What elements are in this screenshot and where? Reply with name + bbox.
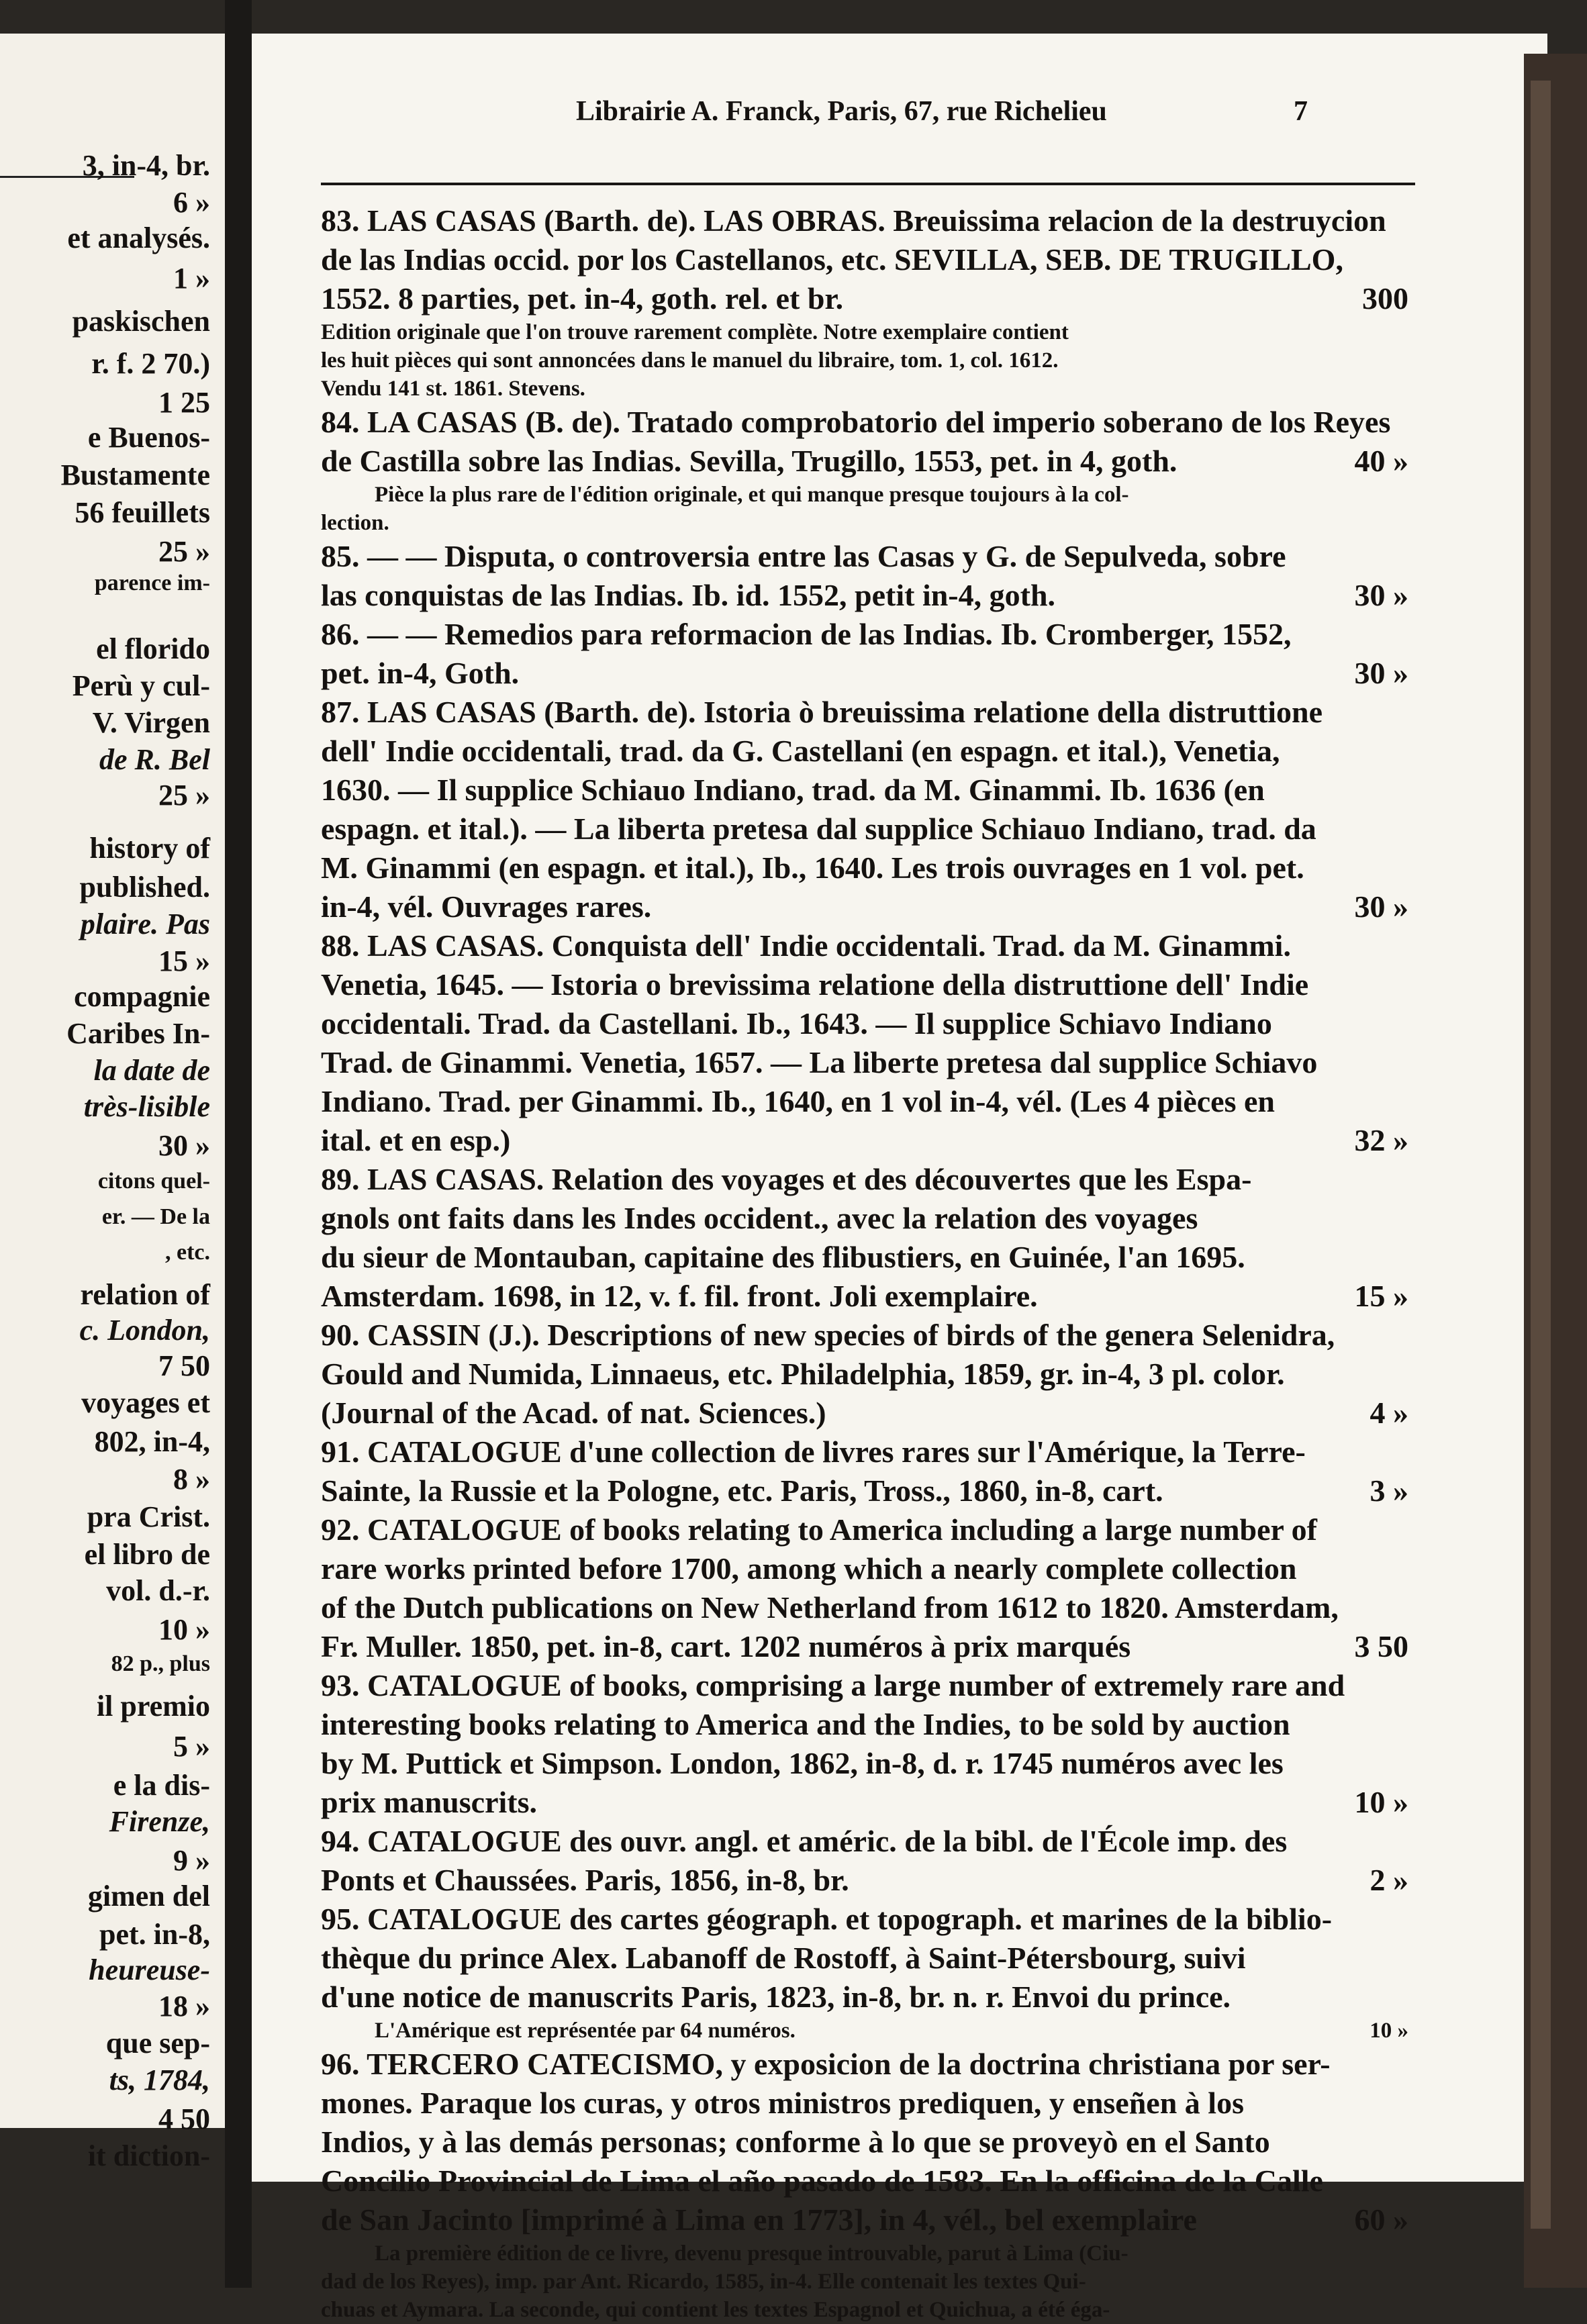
left-page-line: pra Crist. <box>87 1500 210 1533</box>
catalogue-entry <box>321 1160 1415 1316</box>
left-page-line: vol. d.-r. <box>106 1574 210 1607</box>
left-page-line: paskischen <box>72 305 210 338</box>
entry-text: 87. LAS CASAS (Barth. de). Istoria ò breuissima relatione della distruttione <box>321 695 1323 729</box>
entry-text: du sieur de Montauban, capitaine des flibustiers, en Guinée, l'an 1695. <box>321 1240 1245 1274</box>
entry-note-line <box>321 346 1415 375</box>
left-page-line: 10 » <box>158 1613 210 1646</box>
entry-text: Indios, y à las demás personas; conforme à lo que se proveyò en el Santo <box>321 2125 1270 2159</box>
entry-line <box>321 732 1415 771</box>
entry-text: 85. — — Disputa, o controversia entre las Casas y G. de Sepulveda, sobre <box>321 539 1286 573</box>
catalogue-entry <box>321 693 1415 926</box>
left-page-line: Caribes In- <box>66 1017 210 1050</box>
catalogue-entries <box>321 201 1415 2324</box>
entry-line <box>321 1355 1415 1394</box>
catalogue-entry <box>321 201 1415 403</box>
entry-note-line <box>321 375 1415 403</box>
left-page-line: compagnie <box>74 980 210 1013</box>
entry-price: 40 » <box>1354 444 1408 478</box>
entry-text: Ponts et Chaussées. Paris, 1856, in-8, br. <box>321 1863 849 1897</box>
entry-text: de las Indias occid. por los Castellanos, etc. SEVILLA, SEB. DE TRUGILLO, <box>321 242 1343 277</box>
left-page-line: voyages et <box>81 1386 210 1419</box>
entry-line <box>321 442 1415 481</box>
entry-text: de Castilla sobre las Indias. Sevilla, Trugillo, 1553, pet. in 4, goth. <box>321 444 1177 478</box>
header-rule <box>321 183 1415 185</box>
entry-line <box>321 1238 1415 1277</box>
left-page-line: heureuse- <box>89 1953 210 1986</box>
left-page-line: il premio <box>96 1690 210 1723</box>
catalogue-entry <box>321 1900 1415 2045</box>
entry-text: pet. in-4, Goth. <box>321 656 520 690</box>
left-page-line: el libro de <box>84 1538 210 1571</box>
left-page-line: de R. Bel <box>99 743 210 776</box>
entry-line <box>321 965 1415 1004</box>
catalogue-entry <box>321 1316 1415 1433</box>
left-page-line: Bustamente <box>60 458 210 491</box>
left-page-line: citons quel- <box>97 1169 210 1194</box>
entry-line <box>321 1277 1415 1316</box>
entry-price: 4 » <box>1369 1396 1408 1430</box>
entry-text: 95. CATALOGUE des cartes géograph. et topograph. et marines de la biblio- <box>321 1902 1333 1936</box>
entry-line <box>321 1900 1415 1939</box>
left-page-line: , etc. <box>164 1240 210 1265</box>
entry-line <box>321 1004 1415 1043</box>
entry-line <box>321 1861 1415 1900</box>
left-page-line: Perù y cul- <box>72 669 210 702</box>
entry-price: 15 » <box>1354 1279 1408 1313</box>
entry-text: 86. — — Remedios para reformacion de las Indias. Ib. Cromberger, 1552, <box>321 617 1292 651</box>
left-page-line: e Buenos- <box>87 421 210 454</box>
entry-line <box>321 2084 1415 2123</box>
entry-line <box>321 887 1415 926</box>
catalogue-entry <box>321 2045 1415 2324</box>
entry-line <box>321 810 1415 849</box>
left-page-line: c. London, <box>79 1314 210 1347</box>
catalogue-entry <box>321 537 1415 615</box>
left-page-line: e la dis- <box>113 1769 210 1802</box>
entry-line <box>321 403 1415 442</box>
entry-text: gnols ont faits dans les Indes occident., avec la relation des voyages <box>321 1201 1198 1235</box>
entry-price: 30 » <box>1354 578 1408 612</box>
left-page-line: 6 » <box>173 186 210 219</box>
entry-line <box>321 771 1415 810</box>
entry-text: las conquistas de las Indias. Ib. id. 1552, petit in-4, goth. <box>321 578 1056 612</box>
left-page-line: que sep- <box>105 2027 210 2060</box>
left-page-line: 56 feuillets <box>75 496 210 529</box>
entry-text: 90. CASSIN (J.). Descriptions of new species of birds of the genera Selenidra, <box>321 1318 1335 1352</box>
left-page-line: 7 50 <box>158 1349 210 1382</box>
entry-text: ital. et en esp.) <box>321 1123 511 1157</box>
entry-text: Fr. Muller. 1850, pet. in-8, cart. 1202 numéros à prix marqués <box>321 1629 1131 1663</box>
entry-text: occidentali. Trad. da Castellani. Ib., 1643. — Il supplice Schiavo Indiano <box>321 1006 1272 1040</box>
left-page-line: 9 » <box>173 1844 210 1877</box>
entry-line <box>321 279 1415 318</box>
entry-text: les huit pièces qui sont annoncées dans le manuel du libraire, tom. 1, col. 1612. <box>321 348 1059 373</box>
book-gutter <box>225 0 252 2288</box>
entry-line <box>321 1394 1415 1433</box>
entry-price: 3 » <box>1369 1473 1408 1508</box>
catalogue-entry <box>321 1510 1415 1666</box>
entry-line <box>321 2200 1415 2239</box>
entry-line <box>321 1433 1415 1471</box>
left-page-line: el florido <box>96 632 210 665</box>
entry-text: 1552. 8 parties, pet. in-4, goth. rel. et br. <box>321 281 844 316</box>
entry-line <box>321 2162 1415 2200</box>
entry-text: 88. LAS CASAS. Conquista dell' Indie occidentali. Trad. da M. Ginammi. <box>321 928 1291 963</box>
entry-text: 94. CATALOGUE des ouvr. angl. et améric. de la bibl. de l'École imp. des <box>321 1824 1288 1858</box>
entry-line <box>321 1822 1415 1861</box>
entry-line <box>321 2123 1415 2162</box>
entry-line <box>321 1199 1415 1238</box>
entry-line <box>321 1588 1415 1627</box>
entry-text: La première édition de ce livre, devenu presque introuvable, parut à Lima (Ciu- <box>375 2241 1128 2266</box>
entry-line <box>321 2045 1415 2084</box>
left-page-line: ts, 1784, <box>109 2064 210 2096</box>
entry-text: thèque du prince Alex. Labanoff de Rostoff, à Saint-Pétersbourg, suivi <box>321 1941 1246 1975</box>
left-page-line: published. <box>79 871 210 904</box>
entry-text: Trad. de Ginammi. Venetia, 1657. — La liberte pretesa dal supplice Schiavo <box>321 1045 1318 1079</box>
left-page-line: 8 » <box>173 1463 210 1496</box>
entry-text: dad de los Reyes), imp. par Ant. Ricardo, 1585, in-4. Elle contenait les textes Qui- <box>321 2270 1086 2294</box>
entry-line <box>321 1549 1415 1588</box>
catalogue-entry <box>321 403 1415 537</box>
left-page-line: 25 » <box>158 535 210 568</box>
entry-text: Venetia, 1645. — Istoria o brevissima relatione della distruttione dell' Indie <box>321 967 1309 1002</box>
entry-line <box>321 615 1415 654</box>
entry-price: 30 » <box>1354 889 1408 924</box>
left-page-line: 18 » <box>158 1990 210 2023</box>
entry-text: Sainte, la Russie et la Pologne, etc. Paris, Tross., 1860, in-8, cart. <box>321 1473 1163 1508</box>
left-page-line: history of <box>89 832 210 865</box>
left-page-line: plaire. Pas <box>80 908 210 940</box>
entry-price: 300 <box>1362 281 1408 316</box>
entry-text: d'une notice de manuscrits Paris, 1823, in-8, br. n. r. Envoi du prince. <box>321 1980 1231 2014</box>
entry-note-line <box>321 2296 1415 2324</box>
entry-text: Edition originale que l'on trouve rarement complète. Notre exemplaire contient <box>321 320 1069 344</box>
entry-line <box>321 1121 1415 1160</box>
entry-line <box>321 537 1415 576</box>
entry-text: prix manuscrits. <box>321 1785 537 1819</box>
entry-line <box>321 1627 1415 1666</box>
entry-text: (Journal of the Acad. of nat. Sciences.) <box>321 1396 826 1430</box>
left-page-line: V. Virgen <box>92 706 210 739</box>
entry-note-line <box>321 2268 1415 2296</box>
left-page-line: parence im- <box>94 571 210 595</box>
entry-text: 93. CATALOGUE of books, comprising a large number of extremely rare and <box>321 1668 1345 1702</box>
left-page-line: relation of <box>80 1278 210 1311</box>
entry-text: 96. TERCERO CATECISMO, y exposicion de la doctrina christiana por ser- <box>321 2047 1331 2081</box>
left-page-line: 5 » <box>173 1730 210 1763</box>
left-page-line: er. — De la <box>101 1204 210 1229</box>
entry-text: 89. LAS CASAS. Relation des voyages et des découvertes que les Espa- <box>321 1162 1252 1196</box>
entry-note-line <box>321 318 1415 346</box>
left-page-line: Firenze, <box>109 1805 210 1838</box>
entry-note-line <box>321 2239 1415 2268</box>
entry-line <box>321 1783 1415 1822</box>
entry-note-line <box>321 509 1415 537</box>
entry-line <box>321 926 1415 965</box>
entry-text: chuas et Aymara. La seconde, qui contient les textes Espagnol et Quichua, a été éga- <box>321 2298 1110 2322</box>
entry-text: Pièce la plus rare de l'édition originale, et qui manque presque toujours à la col- <box>375 483 1129 507</box>
entry-line <box>321 240 1415 279</box>
entry-text: Gould and Numida, Linnaeus, etc. Philadelphia, 1859, gr. in-4, 3 pl. color. <box>321 1357 1285 1391</box>
entry-text: dell' Indie occidentali, trad. da G. Castellani (en espagn. et ital.), Venetia, <box>321 734 1280 768</box>
entry-line <box>321 1705 1415 1744</box>
catalogue-entry <box>321 1666 1415 1822</box>
entry-text: 83. LAS CASAS (Barth. de). LAS OBRAS. Breuissima relacion de la destruycion <box>321 203 1386 238</box>
left-page-line: 802, in-4, <box>94 1425 210 1458</box>
left-page-line: 1 25 <box>158 386 210 419</box>
entry-line <box>321 654 1415 693</box>
left-page-line: et analysés. <box>67 222 210 254</box>
left-page-line: 25 » <box>158 779 210 812</box>
entry-price: 32 » <box>1354 1123 1408 1157</box>
left-page-line: r. f. 2 70.) <box>91 347 210 380</box>
left-page-line: 15 » <box>158 945 210 977</box>
catalogue-entry <box>321 926 1415 1160</box>
entry-line <box>321 1744 1415 1783</box>
left-page-line: très-lisible <box>83 1090 210 1123</box>
entry-price: 10 » <box>1354 1785 1408 1819</box>
left-page-line: 1 » <box>173 262 210 295</box>
entry-text: interesting books relating to America and the Indies, to be sold by auction <box>321 1707 1290 1741</box>
running-title: Librairie A. Franck, Paris, 67, rue Richelieu <box>576 96 1107 127</box>
entry-line <box>321 1978 1415 2017</box>
entry-text: by M. Puttick et Simpson. London, 1862, in-8, d. r. 1745 numéros avec les <box>321 1746 1284 1780</box>
left-page-line: 3, in-4, br. <box>82 149 210 182</box>
entry-line <box>321 1471 1415 1510</box>
page-number: 7 <box>1294 96 1308 127</box>
entry-line <box>321 1043 1415 1082</box>
entry-text: Concilio Provincial de Lima el año pasado de 1583. En la officina de la Calle <box>321 2164 1323 2198</box>
entry-line <box>321 849 1415 887</box>
left-page-line: it diction- <box>87 2139 210 2172</box>
left-page-line: 30 » <box>158 1129 210 1162</box>
entry-note-line <box>321 2017 1415 2045</box>
entry-line <box>321 1939 1415 1978</box>
running-head <box>328 95 1308 128</box>
entry-line <box>321 1082 1415 1121</box>
entry-line <box>321 576 1415 615</box>
catalogue-entry <box>321 1433 1415 1510</box>
entry-line <box>321 1666 1415 1705</box>
entry-price: 30 » <box>1354 656 1408 690</box>
entry-price: 2 » <box>1369 1863 1408 1897</box>
entry-price: 10 » <box>1369 2019 1408 2043</box>
left-page-line: pet. in-8, <box>99 1918 210 1951</box>
entry-line <box>321 201 1415 240</box>
catalogue-entry <box>321 1822 1415 1900</box>
entry-text: 84. LA CASAS (B. de). Tratado comprobatorio del imperio soberano de los Reyes <box>321 405 1391 439</box>
left-facing-page <box>0 34 229 2172</box>
entry-text: de San Jacinto [imprimé à Lima en 1773], in 4, vél., bel exemplaire <box>321 2202 1197 2237</box>
entry-line <box>321 1316 1415 1355</box>
entry-text: espagn. et ital.). — La liberta pretesa dal supplice Schiauo Indiano, trad. da <box>321 812 1316 846</box>
entry-text: 92. CATALOGUE of books relating to America including a large number of <box>321 1512 1317 1547</box>
entry-text: lection. <box>321 511 389 535</box>
entry-text: of the Dutch publications on New Netherland from 1612 to 1820. Amsterdam, <box>321 1590 1339 1625</box>
entry-text: in-4, vél. Ouvrages rares. <box>321 889 652 924</box>
entry-price: 60 » <box>1354 2202 1408 2237</box>
left-page-line: gimen del <box>87 1880 210 1913</box>
entry-text: Vendu 141 st. 1861. Stevens. <box>321 377 585 401</box>
entry-text: 91. CATALOGUE d'une collection de livres rares sur l'Amérique, la Terre- <box>321 1435 1306 1469</box>
entry-text: 1630. — Il supplice Schiauo Indiano, trad. da M. Ginammi. Ib. 1636 (en <box>321 773 1265 807</box>
left-page-line: 4 50 <box>158 2102 210 2135</box>
entry-text: rare works printed before 1700, among which a nearly complete collection <box>321 1551 1297 1586</box>
entry-text: M. Ginammi (en espagn. et ital.), Ib., 1640. Les trois ouvrages en 1 vol. pet. <box>321 851 1304 885</box>
page-edge-inner <box>1531 81 1551 2229</box>
entry-line <box>321 1510 1415 1549</box>
catalogue-entry <box>321 615 1415 693</box>
entry-price: 3 50 <box>1354 1629 1408 1663</box>
left-page-line: la date de <box>93 1054 210 1087</box>
entry-text: Amsterdam. 1698, in 12, v. f. fil. front. Joli exemplaire. <box>321 1279 1038 1313</box>
entry-text: Indiano. Trad. per Ginammi. Ib., 1640, en 1 vol in-4, vél. (Les 4 pièces en <box>321 1084 1275 1118</box>
entry-text: mones. Paraque los curas, y otros ministros prediquen, y enseñen à los <box>321 2086 1244 2120</box>
entry-line <box>321 693 1415 732</box>
entry-text: L'Amérique est représentée par 64 numéros. <box>375 2019 796 2043</box>
entry-line <box>321 1160 1415 1199</box>
left-page-line: 82 p., plus <box>111 1651 210 1676</box>
entry-note-line <box>321 481 1415 509</box>
